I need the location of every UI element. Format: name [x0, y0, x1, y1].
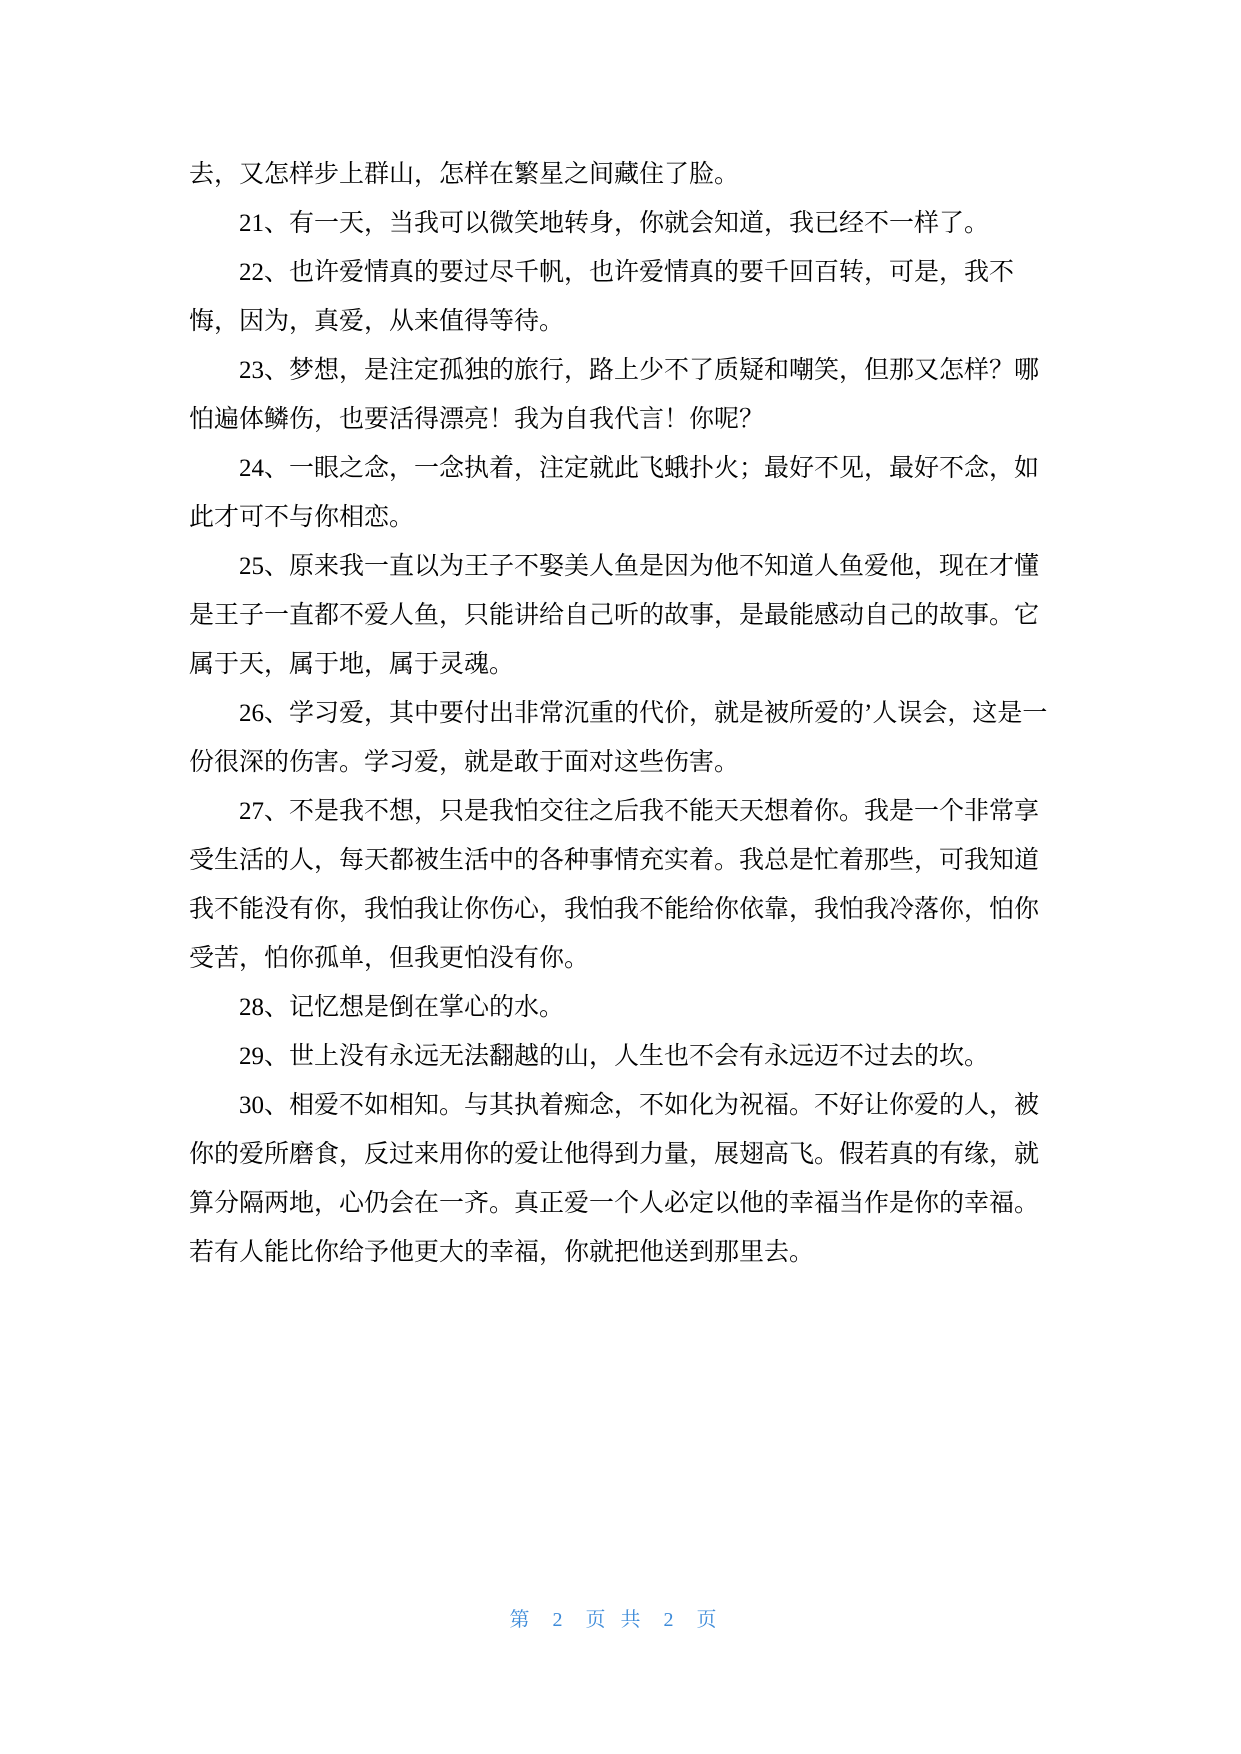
- paragraph-27: [189, 787, 1169, 983]
- paragraph-continuation: [189, 150, 1169, 199]
- paragraph-line: 受苦，怕你孤单，但我更怕没有你。: [189, 945, 590, 972]
- paragraph-line: 23、梦想，是注定孤独的旅行，路上少不了质疑和嘲笑，但那又怎样？哪: [239, 357, 1040, 384]
- paragraph-line: 24、一眼之念，一念执着，注定就此飞蛾扑火；最好不见，最好不念，如: [239, 455, 1040, 482]
- paragraph-line: 悔，因为，真爱，从来值得等待。: [189, 308, 565, 335]
- paragraph-line: 你的爱所磨食，反过来用你的爱让他得到力量，展翅高飞。假若真的有缘，就: [189, 1141, 1040, 1168]
- paragraph-23: [189, 346, 1169, 444]
- paragraph-line: 此才可不与你相恋。: [189, 504, 415, 531]
- total-pages-number: 2: [663, 1609, 689, 1631]
- page-number-suffix: 页: [696, 1609, 732, 1631]
- paragraph-24: [189, 444, 1169, 542]
- paragraph-30: [189, 1081, 1169, 1277]
- current-page-number: 2: [552, 1609, 578, 1631]
- page-body: [189, 150, 1169, 1277]
- paragraph-line: 27、不是我不想，只是我怕交往之后我不能天天想着你。我是一个非常享: [239, 798, 1040, 825]
- paragraph-22: [189, 248, 1169, 346]
- paragraph-28: [189, 983, 1169, 1032]
- paragraph-line: 30、相爱不如相知。与其执着痴念，不如化为祝福。不好让你爱的人，被: [239, 1092, 1040, 1119]
- paragraph-line: 算分隔两地，心仍会在一齐。真正爱一个人必定以他的幸福当作是你的幸福。: [189, 1190, 1040, 1217]
- paragraph-line: 是王子一直都不爱人鱼，只能讲给自己听的故事，是最能感动自己的故事。它: [189, 602, 1040, 629]
- paragraph-line: 21、有一天，当我可以微笑地转身，你就会知道，我已经不一样了。: [239, 210, 990, 237]
- paragraph-line: 若有人能比你给予他更大的幸福，你就把他送到那里去。: [189, 1239, 815, 1266]
- paragraph-line: 去，又怎样步上群山，怎样在繁星之间藏住了脸。: [189, 161, 740, 188]
- paragraph-line: 25、原来我一直以为王子不娶美人鱼是因为他不知道人鱼爱他，现在才懂: [239, 553, 1040, 580]
- paragraph-line: 属于天，属于地，属于灵魂。: [189, 651, 515, 678]
- paragraph-29: [189, 1032, 1169, 1081]
- paragraph-line: 我不能没有你，我怕我让你伤心，我怕我不能给你依靠，我怕我冷落你，怕你: [189, 896, 1040, 923]
- paragraph-25: [189, 542, 1169, 689]
- paragraph-26: [189, 689, 1169, 787]
- paragraph-line: 受生活的人，每天都被生活中的各种事情充实着。我总是忙着那些，可我知道: [189, 847, 1040, 874]
- paragraph-line: 28、记忆想是倒在掌心的水。: [239, 994, 565, 1021]
- paragraph-line: 29、世上没有永远无法翻越的山，人生也不会有永远迈不过去的坎。: [239, 1043, 990, 1070]
- paragraph-21: [189, 199, 1169, 248]
- paragraph-line: 份很深的伤害。学习爱，就是敢于面对这些伤害。: [189, 749, 740, 776]
- page-footer: [0, 1606, 1241, 1634]
- paragraph-line: 22、也许爱情真的要过尽千帆，也许爱情真的要千回百转，可是，我不: [239, 259, 1015, 286]
- paragraph-line: 26、学习爱，其中要付出非常沉重的代价，就是被所爱的’人误会，这是一: [239, 700, 1048, 727]
- page-number-middle: 页共: [585, 1609, 656, 1631]
- paragraph-line: 怕遍体鳞伤，也要活得漂亮！我为自我代言！你呢？: [189, 406, 765, 433]
- page-number-prefix: 第: [509, 1609, 545, 1631]
